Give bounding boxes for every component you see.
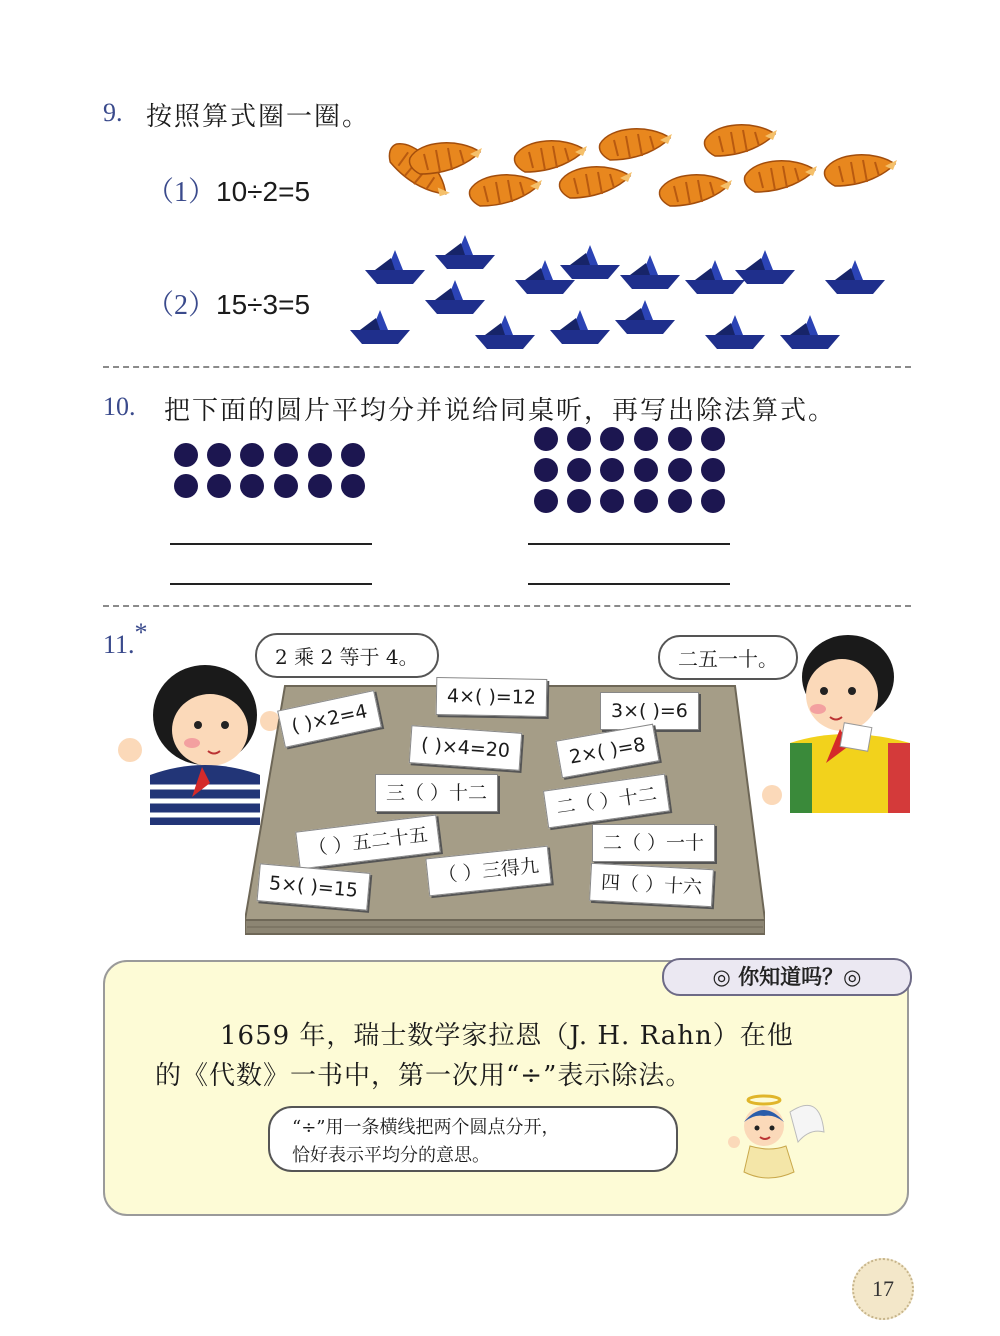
boat-7 [475,315,535,349]
sub1-formula: 10÷2=5 [216,176,311,207]
shell-5 [559,167,632,198]
math-card[interactable]: 三（ ）十二 [375,774,498,812]
math-card[interactable]: 3×( )=6 [600,692,699,730]
dots-group-left [170,440,370,502]
sub1-label: （1） [146,177,217,208]
shell-8 [704,125,777,156]
sub2-label: （2） [146,290,217,321]
sub2-formula: 15÷3=5 [216,289,311,320]
shell-7 [659,175,732,206]
info-line-1: 1659 年，瑞士数学家拉恩（J. H. Rahn）在他 [220,1021,794,1051]
page-number: 17 [852,1258,914,1320]
shell-9 [744,161,817,192]
boats-illustration [345,230,905,365]
optional-star: * [134,618,148,647]
boat-10 [615,300,675,334]
math-card[interactable]: （ ）三得九 [425,846,551,897]
question-9-number: 9. [103,98,123,127]
tip-line-2: 恰好表示平均分的意思。 [292,1145,490,1166]
shell-6 [599,129,672,160]
question-9-sub1 [146,170,310,210]
did-you-know-title: ◎ 你知道吗？◎ [662,958,912,996]
answer-line-right-2[interactable] [528,583,730,585]
boy-illustration [760,625,920,825]
girl-speech-bubble: 2 乘 2 等于 4。 [255,633,439,678]
math-card[interactable]: ( )×4=20 [409,725,522,771]
shell-3 [469,175,542,206]
dots-group-right [530,425,730,517]
question-9-prompt: 按照算式圈一圈。 [146,102,371,132]
question-10-number: 10. [103,392,136,421]
question-11-label: 11. [103,630,135,659]
boat-9 [620,255,680,289]
math-card[interactable]: （ ）五二十五 [295,814,441,869]
answer-line-left-1[interactable] [170,543,372,545]
shell-2 [409,143,482,174]
math-card[interactable]: 二（ ）一十 [592,824,715,862]
answer-line-right-1[interactable] [528,543,730,545]
math-card[interactable]: 四（ ）十六 [589,863,714,907]
boat-3 [425,280,485,314]
boat-11 [685,260,745,294]
question-10-prompt: 把下面的圆片平均分并说给同桌听，再写出除法算式。 [164,396,837,426]
question-9-sub2 [146,283,310,323]
boat-4 [350,310,410,344]
boat-2 [435,235,495,269]
math-card[interactable]: 4×( )=12 [436,677,548,717]
shell-4 [514,141,587,172]
boat-6 [560,245,620,279]
boat-13 [705,315,765,349]
boat-1 [365,250,425,284]
tip-line-1: “÷”用一条横线把两个圆点分开， [292,1117,560,1138]
boy-speech-bubble: 二五一十。 [658,635,798,680]
math-card[interactable]: 5×( )=15 [257,863,371,911]
boat-15 [825,260,885,294]
divider-2 [103,605,911,607]
boat-12 [735,250,795,284]
shell-10 [824,155,897,186]
tip-bubble [268,1106,678,1172]
angel-mascot [720,1092,830,1188]
boat-8 [550,310,610,344]
divider-1 [103,366,911,368]
math-card[interactable]: 二（ ）十二 [543,774,670,829]
math-card[interactable]: 2×( )=8 [555,724,659,779]
math-card[interactable]: ( )×2=4 [277,690,382,748]
shells-illustration [360,120,920,230]
answer-line-left-2[interactable] [170,583,372,585]
boat-14 [780,315,840,349]
info-line-2: 的《代数》一书中，第一次用“÷”表示除法。 [155,1061,693,1091]
